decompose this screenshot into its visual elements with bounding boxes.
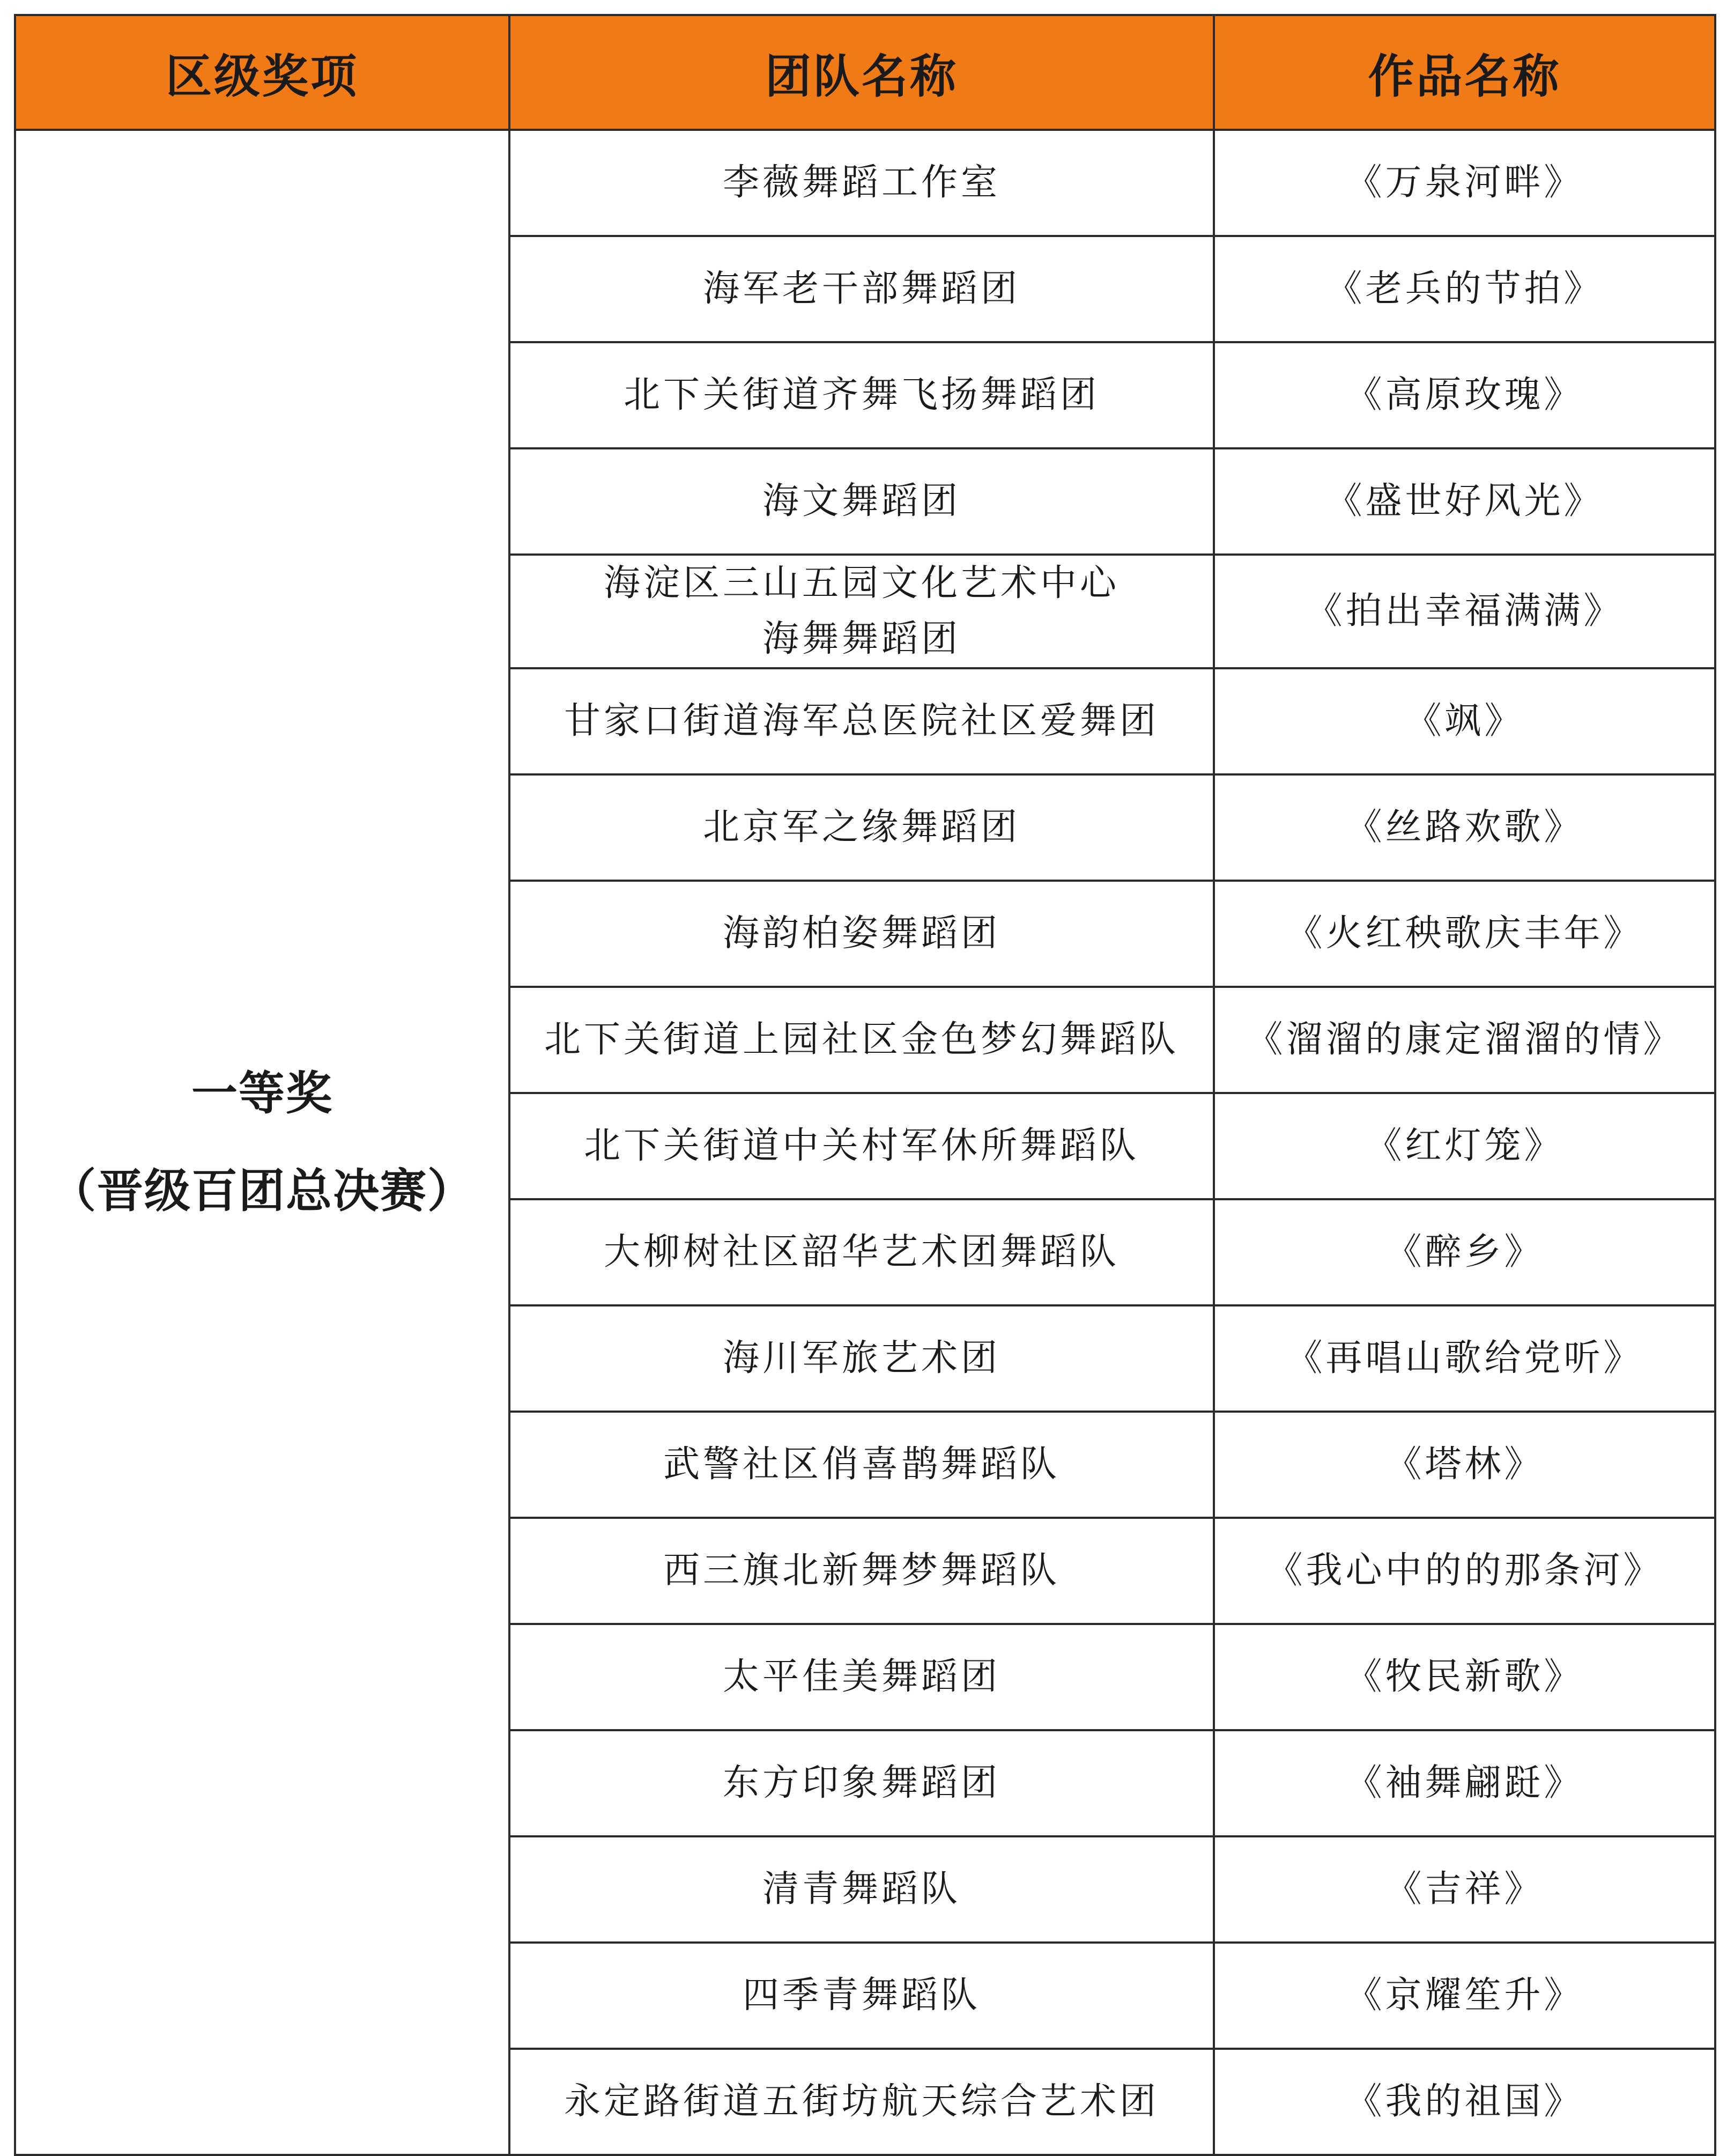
team-name: 李薇舞蹈工作室 [509, 130, 1214, 236]
team-name: 太平佳美舞蹈团 [509, 1624, 1214, 1730]
work-name: 《拍出幸福满满》 [1214, 555, 1715, 668]
work-name: 《飒》 [1214, 668, 1715, 774]
team-name: 海川军旅艺术团 [509, 1305, 1214, 1412]
work-name: 《老兵的节拍》 [1214, 236, 1715, 342]
team-name: 东方印象舞蹈团 [509, 1730, 1214, 1836]
award-name: 一等奖 [191, 1067, 333, 1120]
team-name: 北京军之缘舞蹈团 [509, 774, 1214, 881]
award-note: （晋级百团总决赛） [50, 1164, 475, 1218]
team-name: 西三旗北新舞梦舞蹈队 [509, 1518, 1214, 1624]
work-name: 《吉祥》 [1214, 1836, 1715, 1943]
header-award: 区级奖项 [15, 15, 509, 130]
work-name: 《红灯笼》 [1214, 1093, 1715, 1199]
header-row [15, 15, 1715, 130]
team-name: 海军老干部舞蹈团 [509, 236, 1214, 342]
award-level-cell [15, 130, 509, 2155]
work-name: 《高原玫瑰》 [1214, 342, 1715, 448]
table-body [15, 130, 1715, 2155]
work-name: 《盛世好风光》 [1214, 448, 1715, 555]
team-name: 海韵柏姿舞蹈团 [509, 881, 1214, 987]
team-name: 清青舞蹈队 [509, 1836, 1214, 1943]
team-name: 四季青舞蹈队 [509, 1943, 1214, 2049]
work-name: 《塔林》 [1214, 1412, 1715, 1518]
work-name: 《丝路欢歌》 [1214, 774, 1715, 881]
team-name-line2: 海舞舞蹈团 [762, 618, 961, 660]
work-name: 《溜溜的康定溜溜的情》 [1214, 987, 1715, 1093]
team-name-two-line [509, 555, 1214, 668]
header-work: 作品名称 [1214, 15, 1715, 130]
work-name: 《京耀笙升》 [1214, 1943, 1715, 2049]
award-table [14, 14, 1716, 2156]
table-row [15, 130, 1715, 236]
work-name: 《醉乡》 [1214, 1199, 1715, 1305]
team-name: 北下关街道中关村军休所舞蹈队 [509, 1093, 1214, 1199]
work-name: 《万泉河畔》 [1214, 130, 1715, 236]
work-name: 《火红秧歌庆丰年》 [1214, 881, 1715, 987]
team-name: 北下关街道上园社区金色梦幻舞蹈队 [509, 987, 1214, 1093]
team-name: 大柳树社区韶华艺术团舞蹈队 [509, 1199, 1214, 1305]
work-name: 《再唱山歌给党听》 [1214, 1305, 1715, 1412]
team-name: 甘家口街道海军总医院社区爱舞团 [509, 668, 1214, 774]
header-team: 团队名称 [509, 15, 1214, 130]
team-name: 海文舞蹈团 [509, 448, 1214, 555]
work-name: 《牧民新歌》 [1214, 1624, 1715, 1730]
work-name: 《我心中的的那条河》 [1214, 1518, 1715, 1624]
team-name: 永定路街道五街坊航天综合艺术团 [509, 2049, 1214, 2155]
team-name: 北下关街道齐舞飞扬舞蹈团 [509, 342, 1214, 448]
team-name-line1: 海淀区三山五园文化艺术中心 [603, 562, 1120, 604]
team-name: 武警社区俏喜鹊舞蹈队 [509, 1412, 1214, 1518]
work-name: 《我的祖国》 [1214, 2049, 1715, 2155]
work-name: 《袖舞翩跹》 [1214, 1730, 1715, 1836]
